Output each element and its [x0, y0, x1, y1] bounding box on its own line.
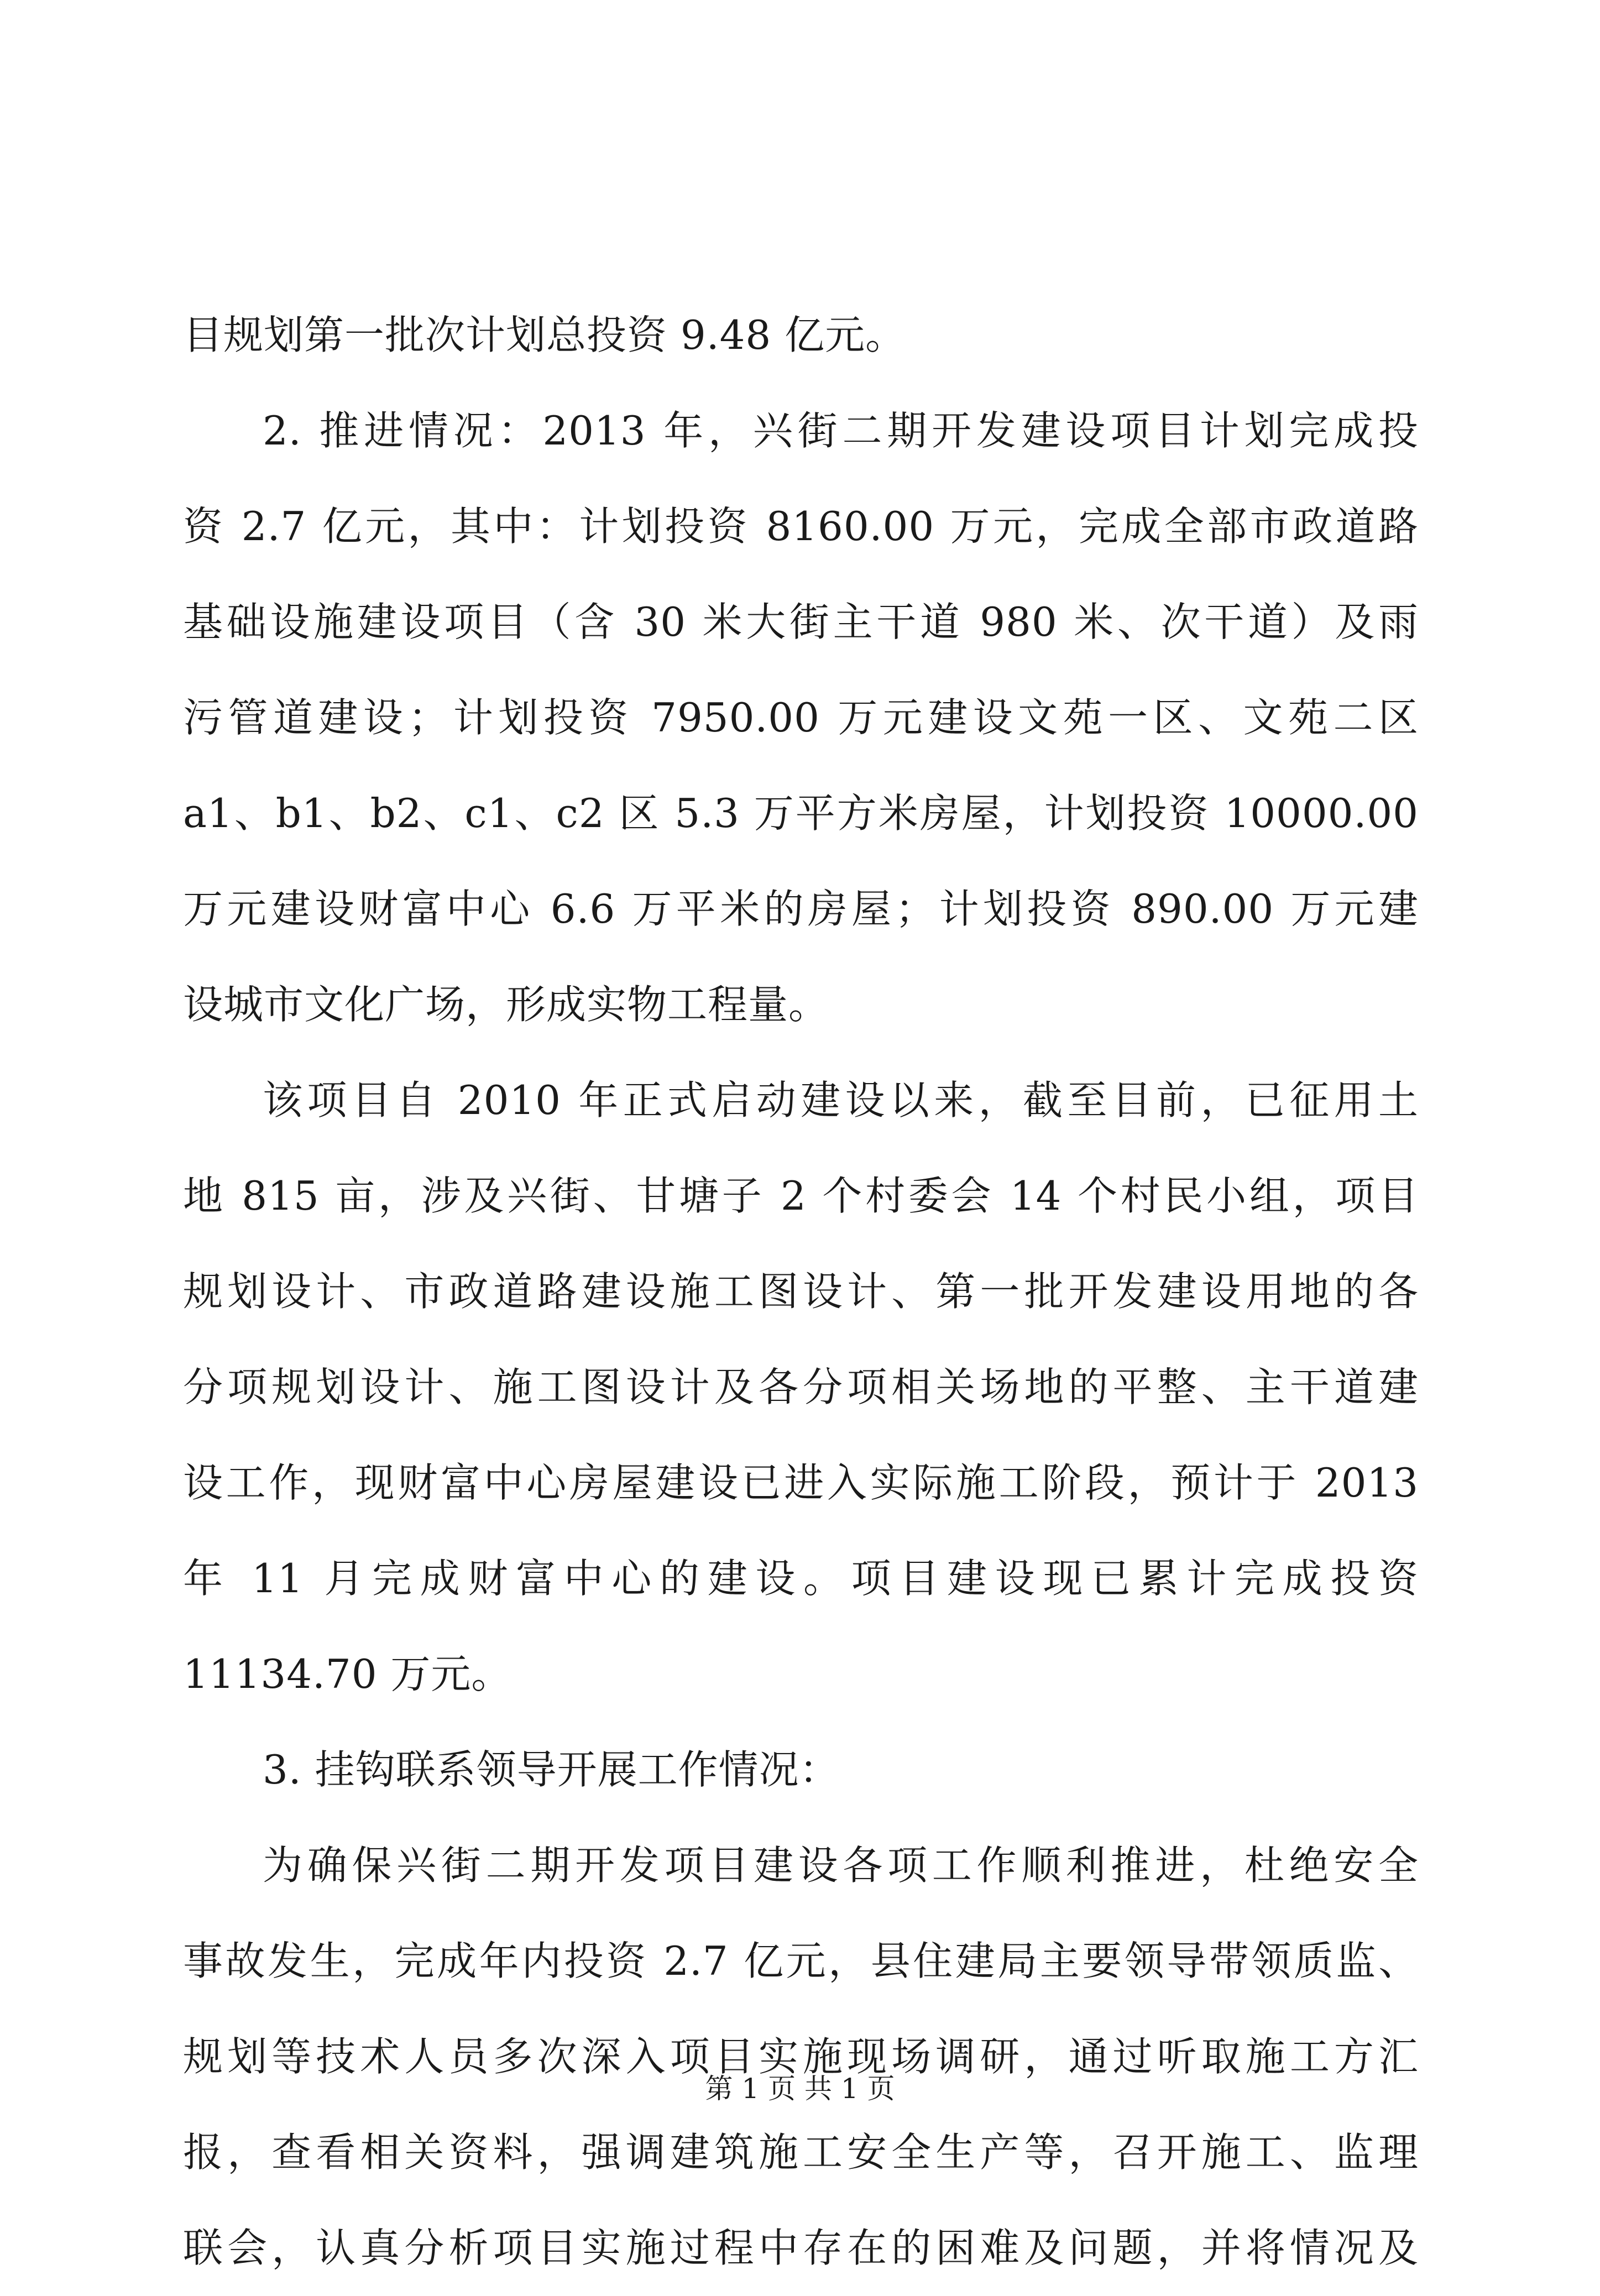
- text-line: 年 11 月完成财富中心的建设。项目建设现已累计完成投资: [183, 1555, 1419, 1602]
- text-line: 报，查看相关资料，强调建筑施工安全生产等，召开施工、监理: [183, 2129, 1419, 2175]
- text-line: 设城市文化广场，形成实物工程量。: [183, 981, 829, 1028]
- text-line: 分项规划设计、施工图设计及各分项相关场地的平整、主干道建: [183, 1364, 1419, 1410]
- text-line: 万元建设财富中心 6.6 万平米的房屋；计划投资 890.00 万元建: [183, 886, 1419, 932]
- text-line: 规划设计、市政道路建设施工图设计、第一批开发建设用地的各: [183, 1268, 1419, 1315]
- text-line: 设工作，现财富中心房屋建设已进入实际施工阶段，预计于 2013: [183, 1460, 1419, 1506]
- text-line: 事故发生，完成年内投资 2.7 亿元，县住建局主要领导带领质监、: [183, 1938, 1419, 1984]
- text-line: 3. 挂钩联系领导开展工作情况：: [263, 1746, 840, 1793]
- text-line: 规划等技术人员多次深入项目实施现场调研，通过听取施工方汇: [183, 2033, 1419, 2080]
- text-line: 基础设施建设项目（含 30 米大街主干道 980 米、次干道）及雨: [183, 599, 1419, 645]
- text-line: 联会，认真分析项目实施过程中存在的困难及问题，并将情况及: [183, 2225, 1419, 2271]
- text-line: 污管道建设；计划投资 7950.00 万元建设文苑一区、文苑二区: [183, 694, 1419, 741]
- text-line: 资 2.7 亿元，其中：计划投资 8160.00 万元，完成全部市政道路: [183, 503, 1419, 550]
- page-footer: 第 1 页 共 1 页: [705, 2073, 895, 2105]
- text-line: 2. 推进情况：2013 年，兴街二期开发建设项目计划完成投: [263, 407, 1419, 454]
- text-line: 为确保兴街二期开发项目建设各项工作顺利推进，杜绝安全: [263, 1842, 1419, 1889]
- document-body: [183, 287, 1419, 2296]
- text-line: 目规划第一批次计划总投资 9.48 亿元。: [183, 312, 906, 358]
- text-line: 地 815 亩，涉及兴街、甘塘子 2 个村委会 14 个村民小组，项目: [183, 1173, 1419, 1219]
- text-line: 该项目自 2010 年正式启动建设以来，截至目前，已征用土: [263, 1077, 1419, 1123]
- text-line: a1、b1、b2、c1、c2 区 5.3 万平方米房屋，计划投资 10000.00: [183, 790, 1419, 836]
- text-line: 11134.70 万元。: [183, 1651, 512, 1697]
